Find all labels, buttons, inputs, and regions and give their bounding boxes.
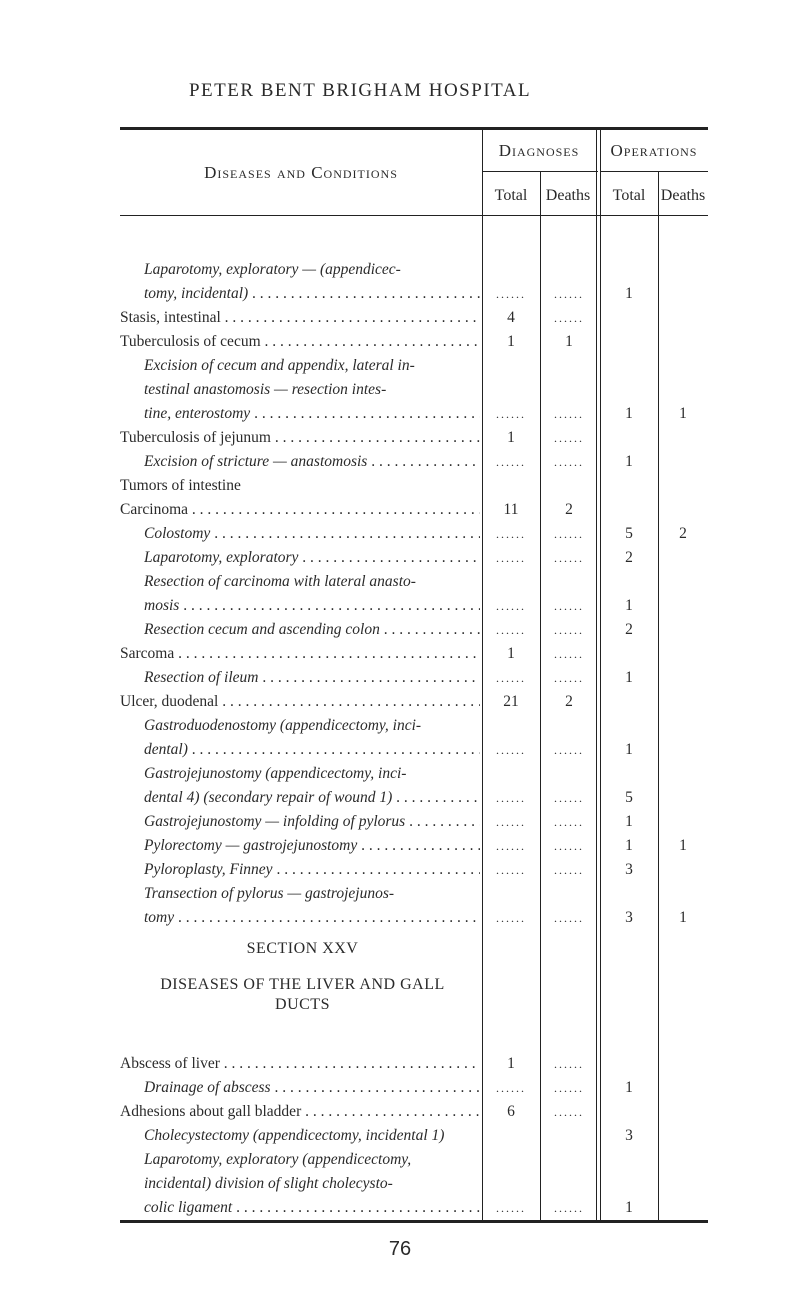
table-row (120, 1052, 708, 1076)
diagnoses-total-header: Total (494, 187, 528, 204)
diagnoses-deaths-cell: ...... (554, 671, 584, 685)
operations-total-cell: 1 (625, 1079, 633, 1096)
diagnoses-total-cell: ...... (496, 839, 526, 853)
row-label: Laparotomy, exploratory . . . (144, 546, 480, 570)
operations-total-cell: 2 (625, 621, 633, 638)
operations-header: Operations (610, 141, 698, 160)
diagnoses-deaths-cell: 2 (565, 693, 573, 710)
diagnoses-total-cell: ...... (496, 599, 526, 613)
diagnoses-header: Diagnoses (498, 141, 580, 160)
diagnoses-total-cell: ...... (496, 1081, 526, 1095)
row-label: tomy, incidental) . . . (144, 282, 480, 306)
row-label: Gastroduodenostomy (appendicectomy, inci- (144, 717, 422, 734)
table-row (120, 858, 708, 882)
table-row (120, 1076, 708, 1100)
operations-total-cell: 1 (625, 405, 633, 422)
table-row (120, 354, 708, 378)
diagnoses-deaths-cell: ...... (554, 287, 584, 301)
table-row (120, 306, 708, 330)
operations-deaths-cell: 1 (679, 405, 687, 422)
row-label: Colostomy . . . (144, 522, 480, 546)
operations-total-cell: 2 (625, 549, 633, 566)
diagnoses-deaths-cell: ...... (554, 815, 584, 829)
diagnoses-deaths-cell: ...... (554, 455, 584, 469)
row-label: Excision of cecum and appendix, lateral in- (144, 357, 415, 374)
row-label: Adhesions about gall bladder . . . (120, 1100, 480, 1124)
table-row (120, 282, 708, 306)
row-label: Pyloroplasty, Finney . . . (144, 858, 480, 882)
diagnoses-deaths-cell: ...... (554, 743, 584, 757)
diagnoses-total-cell: 4 (507, 309, 515, 326)
table-row (120, 330, 708, 354)
row-label: testinal anastomosis — resection intes- (144, 381, 387, 398)
row-label: Cholecystectomy (appendicectomy, incidental 1) (144, 1127, 445, 1144)
operations-total-cell: 1 (625, 1199, 633, 1216)
diagnoses-deaths-cell: ...... (554, 1081, 584, 1095)
operations-total-cell: 3 (625, 1127, 633, 1144)
table-row (120, 1124, 708, 1148)
table-row (120, 834, 708, 858)
page-number: 76 (388, 1238, 412, 1260)
operations-total-cell: 1 (625, 741, 633, 758)
table-row (120, 1196, 708, 1220)
table-row (120, 762, 708, 786)
operations-total-cell: 3 (625, 861, 633, 878)
table-row (120, 402, 708, 426)
diagnoses-deaths-cell: ...... (554, 839, 584, 853)
diagnoses-deaths-cell: ...... (554, 863, 584, 877)
section-heading (120, 940, 708, 1014)
section-title: DISEASES OF THE LIVER AND GALL (160, 976, 445, 993)
table-row (120, 450, 708, 474)
table-row (120, 378, 708, 402)
operations-total-cell: 3 (625, 909, 633, 926)
diagnoses-total-cell: ...... (496, 455, 526, 469)
table-row (120, 690, 708, 714)
section-number: SECTION XXV (246, 940, 359, 957)
table-body-section-xxv (120, 1052, 708, 1220)
diagnoses-total-cell: ...... (496, 527, 526, 541)
row-label: Laparotomy, exploratory — (appendicec- (144, 261, 401, 278)
diagnoses-total-cell: ...... (496, 863, 526, 877)
table-bottom-rule (120, 1220, 708, 1223)
row-label: Excision of stricture — anastomosis . . . (144, 450, 480, 474)
row-label: Abscess of liver . . . (120, 1052, 480, 1076)
diagnoses-deaths-cell: ...... (554, 1057, 584, 1071)
table-row (120, 642, 708, 666)
diagnoses-total-cell: ...... (496, 815, 526, 829)
diagnoses-deaths-cell: ...... (554, 599, 584, 613)
table-row (120, 594, 708, 618)
row-label: tine, enterostomy . . . (144, 402, 480, 426)
diagnoses-deaths-cell: ...... (554, 407, 584, 421)
row-label: Carcinoma . . . (120, 498, 480, 522)
diagnoses-deaths-cell: ...... (554, 791, 584, 805)
row-label: Tuberculosis of jejunum . . . (120, 426, 480, 450)
diagnoses-deaths-cell: ...... (554, 1105, 584, 1119)
statistics-table (120, 127, 708, 1223)
section-title-continued: DUCTS (275, 996, 330, 1013)
row-label: Transection of pylorus — gastrojejunos- (144, 885, 395, 902)
diagnoses-deaths-header: Deaths (545, 187, 591, 204)
operations-total-header: Total (612, 187, 646, 204)
operations-total-cell: 5 (625, 789, 633, 806)
diagnoses-total-cell: 11 (503, 501, 519, 518)
row-label: dental 4) (secondary repair of wound 1) . . . (144, 786, 480, 810)
table-top-rule (120, 127, 708, 130)
row-label: tomy . . . (144, 906, 480, 930)
table-row (120, 906, 708, 930)
page-header: PETER BENT BRIGHAM HOSPITAL (188, 80, 532, 101)
row-label: Resection cecum and ascending colon . . . (144, 618, 480, 642)
table-row (120, 810, 708, 834)
row-label: Resection of carcinoma with lateral anasto- (144, 573, 416, 590)
table-row (120, 570, 708, 594)
operations-total-cell: 1 (625, 453, 633, 470)
row-label: Resection of ileum . . . (144, 666, 480, 690)
operations-total-cell: 1 (625, 669, 633, 686)
row-label: Tuberculosis of cecum . . . (120, 330, 480, 354)
row-label: Laparotomy, exploratory (appendicectomy, (144, 1151, 412, 1168)
table-row (120, 498, 708, 522)
diagnoses-total-cell: ...... (496, 287, 526, 301)
table-row (120, 426, 708, 450)
diagnoses-total-cell: ...... (496, 1201, 526, 1215)
operations-underline (600, 171, 708, 172)
table-row (120, 1148, 708, 1172)
table-row (120, 786, 708, 810)
row-label: incidental) division of slight cholecysto- (144, 1175, 393, 1192)
row-label: colic ligament . . . (144, 1196, 480, 1220)
row-label: Pylorectomy — gastrojejunostomy . . . (144, 834, 480, 858)
diagnoses-deaths-cell: ...... (554, 623, 584, 637)
operations-deaths-cell: 1 (679, 837, 687, 854)
table-row (120, 1172, 708, 1196)
diagnoses-total-cell: ...... (496, 551, 526, 565)
row-label: Tumors of intestine (120, 477, 241, 494)
table-row (120, 522, 708, 546)
diagnoses-total-cell: ...... (496, 743, 526, 757)
table-row (120, 546, 708, 570)
table-row (120, 882, 708, 906)
diagnoses-deaths-cell: ...... (554, 527, 584, 541)
operations-deaths-cell: 1 (679, 909, 687, 926)
row-label: Ulcer, duodenal . . . (120, 690, 480, 714)
row-label: Drainage of abscess . . . (144, 1076, 480, 1100)
row-label: Gastrojejunostomy (appendicectomy, inci- (144, 765, 407, 782)
operations-total-cell: 1 (625, 285, 633, 302)
table-row (120, 666, 708, 690)
diseases-header: Diseases and Conditions (204, 163, 398, 182)
diagnoses-deaths-cell: 1 (565, 333, 573, 350)
row-label: Sarcoma . . . (120, 642, 480, 666)
diagnoses-deaths-cell: ...... (554, 431, 584, 445)
diagnoses-deaths-cell: 2 (565, 501, 573, 518)
operations-total-cell: 1 (625, 597, 633, 614)
table-row (120, 258, 708, 282)
row-label: Stasis, intestinal . . . (120, 306, 480, 330)
diagnoses-total-cell: ...... (496, 791, 526, 805)
diagnoses-deaths-cell: ...... (554, 911, 584, 925)
diagnoses-total-cell: ...... (496, 623, 526, 637)
table-row (120, 1100, 708, 1124)
diagnoses-total-cell: ...... (496, 671, 526, 685)
row-label: mosis . . . (144, 594, 480, 618)
diagnoses-total-cell: 6 (507, 1103, 515, 1120)
operations-deaths-cell: 2 (679, 525, 687, 542)
row-label: Gastrojejunostomy — infolding of pylorus . . . (144, 810, 480, 834)
diagnoses-total-cell: 1 (507, 429, 515, 446)
diagnoses-total-cell: ...... (496, 911, 526, 925)
table-row (120, 618, 708, 642)
diagnoses-deaths-cell: ...... (554, 311, 584, 325)
operations-total-cell: 1 (625, 813, 633, 830)
operations-total-cell: 5 (625, 525, 633, 542)
diagnoses-total-cell: 1 (507, 333, 515, 350)
table-row (120, 714, 708, 738)
operations-deaths-header: Deaths (660, 187, 706, 204)
diagnoses-deaths-cell: ...... (554, 551, 584, 565)
diagnoses-total-cell: 1 (507, 1055, 515, 1072)
diagnoses-total-cell: ...... (496, 407, 526, 421)
diagnoses-total-cell: 1 (507, 645, 515, 662)
table-body-section-xxiv (120, 258, 708, 930)
table-row (120, 738, 708, 762)
row-label: dental) . . . (144, 738, 480, 762)
diagnoses-deaths-cell: ...... (554, 1201, 584, 1215)
diagnoses-deaths-cell: ...... (554, 647, 584, 661)
table-row (120, 474, 708, 498)
diagnoses-total-cell: 21 (503, 693, 519, 710)
header-bottom-rule (120, 215, 708, 216)
operations-total-cell: 1 (625, 837, 633, 854)
